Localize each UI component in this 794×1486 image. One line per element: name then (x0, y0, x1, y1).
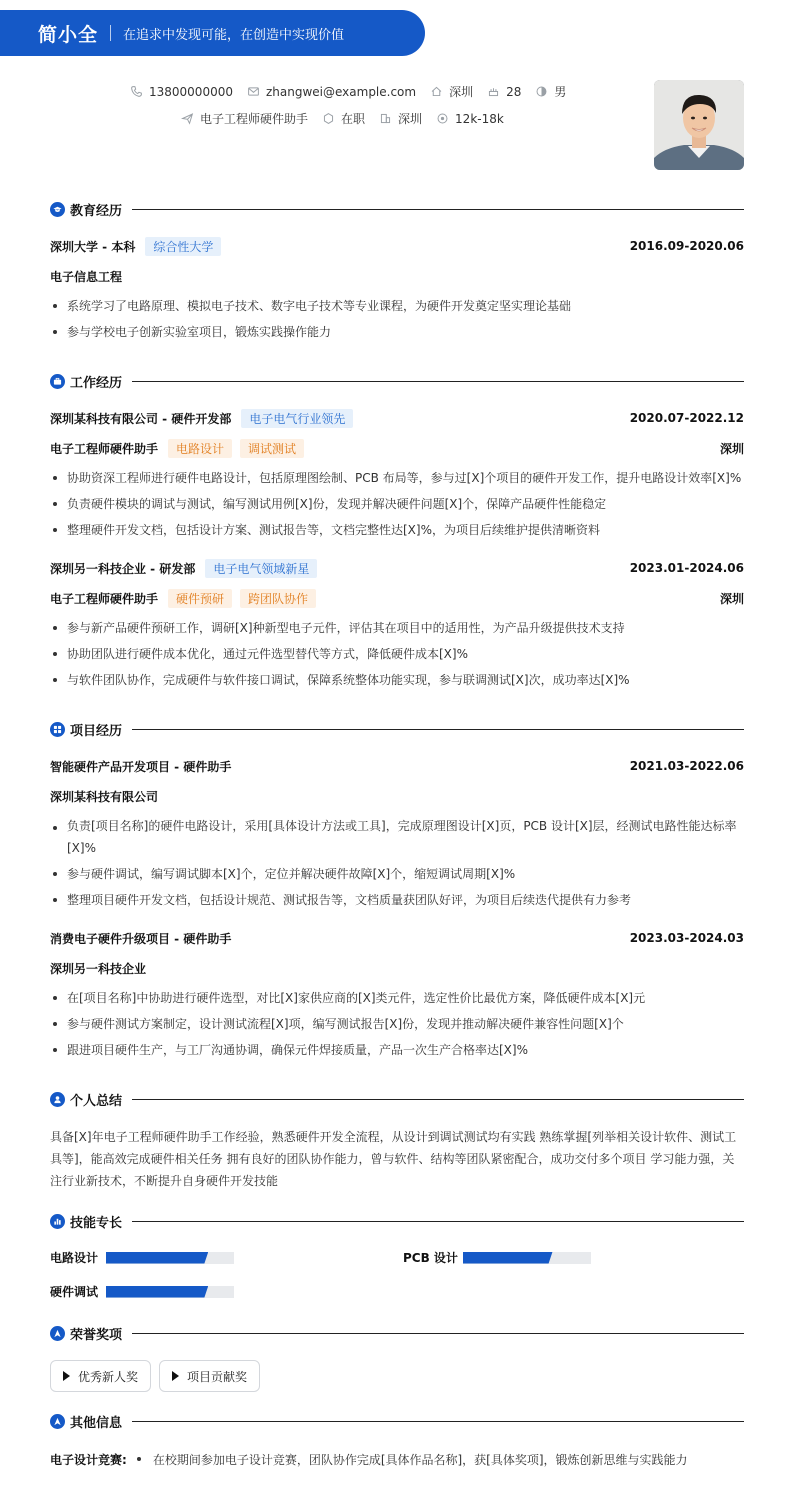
summary-text: 具备[X]年电子工程师硬件助手工作经验，熟悉硬件开发全流程，从设计到调试测试均有实践 熟练掌握[列举相关设计软件、测试工具等]，能高效完成硬件相关任务 拥有良好的团队协作能力，曾与软件、结构等团队紧密配合，成功交付多个项目 学习能力强，关注行业新技术，不断提升自身硬件开发技能 (50, 1130, 737, 1188)
play-icon (172, 1371, 179, 1381)
skill-item (50, 1283, 234, 1300)
list-item: 整理项目硬件开发文档，包括设计规范、测试报告等，文档质量获团队好评，为项目后续迭代提供有力参考 (50, 887, 744, 913)
section-divider (132, 381, 744, 382)
section-title: 荣誉奖项 (70, 1327, 123, 1343)
project-2-bullets (50, 985, 744, 1063)
section-title: 其他信息 (70, 1415, 123, 1431)
company-tag: 电子电气行业领先 (241, 409, 353, 428)
contact-location (430, 83, 473, 100)
mail-icon (247, 85, 260, 98)
job-target-text: 电子工程师硬件助手 (200, 112, 309, 126)
other-text: 在校期间参加电子设计竞赛，团队协作完成[具体作品名称]，获[具体奖项]，锻炼创新思维与实践能力 (152, 1452, 688, 1467)
work-city-text: 深圳 (398, 112, 423, 126)
job-role: 电子工程师硬件助手 (50, 591, 159, 606)
skill-bar (106, 1252, 234, 1264)
job-tag: 硬件预研 (168, 589, 232, 608)
award-name: 优秀新人奖 (78, 1369, 139, 1384)
award-chip (159, 1360, 260, 1392)
job-role: 电子工程师硬件助手 (50, 441, 159, 456)
profile-photo (654, 80, 744, 170)
coin-icon (436, 112, 449, 125)
cake-icon (487, 85, 500, 98)
section-title: 技能专长 (70, 1215, 123, 1231)
job-2-role-row (50, 589, 744, 607)
play-icon (63, 1371, 70, 1381)
bar-chart-icon (50, 1214, 65, 1229)
user-icon (50, 1092, 65, 1107)
skill-bar (106, 1286, 234, 1298)
list-item: 在[项目名称]中协助进行硬件选型，对比[X]家供应商的[X]类元件，选定性价比最优方案，降低硬件成本[X]元 (50, 985, 744, 1011)
list-item: 协助团队进行硬件成本优化，通过元件选型替代等方式，降低硬件成本[X]% (50, 641, 744, 667)
project-period: 2023.03-2024.03 (629, 931, 744, 945)
education-major-row (50, 267, 744, 285)
list-item: 跟进项目硬件生产，与工厂沟通协调，确保元件焊接质量，产品一次生产合格率达[X]% (50, 1037, 744, 1063)
header-banner (0, 10, 425, 56)
section-title: 教育经历 (70, 203, 123, 219)
project-org: 深圳某科技有限公司 (50, 789, 159, 804)
home-icon (430, 85, 443, 98)
candidate-slogan: 在追求中发现可能，在创造中实现价值 (123, 27, 345, 43)
job-tag: 调试测试 (240, 439, 304, 458)
job-city: 深圳 (719, 591, 744, 606)
skill-item (50, 1249, 234, 1266)
section-divider (132, 1221, 744, 1222)
section-divider (132, 1099, 744, 1100)
list-item: 参与新产品硬件预研工作，调研[X]种新型电子元件，评估其在项目中的适用性，为产品升级提供技术支持 (50, 615, 744, 641)
graduation-cap-icon (50, 202, 65, 217)
contact-row-1 (130, 83, 580, 100)
contact-row-2 (181, 110, 518, 127)
section-title: 工作经历 (70, 375, 123, 391)
list-item: 参与硬件测试方案制定，设计测试流程[X]项，编写测试报告[X]份，发现并推动解决硬件兼容性问题[X]个 (50, 1011, 744, 1037)
job-1-company-row (50, 409, 744, 427)
skill-name: PCB 设计 (403, 1251, 458, 1265)
list-item: 系统学习了电路原理、模拟电子技术、数字电子技术等专业课程，为硬件开发奠定坚实理论基础 (50, 293, 744, 319)
school-tag: 综合性大学 (145, 237, 221, 256)
school-name: 深圳大学 - 本科 (50, 239, 136, 254)
gender-text: 男 (554, 85, 567, 99)
bullet-dot (137, 1457, 141, 1461)
section-title: 个人总结 (70, 1093, 123, 1109)
section-divider (132, 729, 744, 730)
other-info-row (50, 1450, 688, 1468)
project-name: 智能硬件产品开发项目 - 硬件助手 (50, 759, 232, 774)
building-icon (379, 112, 392, 125)
section-projects-header (50, 720, 744, 738)
contact-age (487, 85, 521, 99)
education-bullets (50, 293, 744, 345)
project-org: 深圳另一科技企业 (50, 961, 147, 976)
section-awards-header (50, 1324, 744, 1342)
job-1-bullets (50, 465, 744, 543)
contact-work-city (379, 110, 422, 127)
project-2-row (50, 929, 744, 947)
skill-name: 电路设计 (50, 1251, 99, 1265)
candidate-name: 简小全 (38, 23, 99, 46)
award-icon (50, 1326, 65, 1341)
skill-item (403, 1249, 591, 1266)
contact-job-target (181, 110, 308, 127)
section-work-header (50, 372, 744, 390)
phone-icon (130, 85, 143, 98)
company-name: 深圳某科技有限公司 - 硬件开发部 (50, 411, 232, 426)
grid-icon (50, 722, 65, 737)
other-label: 电子设计竞赛: (50, 1452, 127, 1467)
section-other-header (50, 1412, 744, 1430)
list-item: 整理硬件开发文档，包括设计方案、测试报告等，文档完整性达[X]%，为项目后续维护提供清晰资料 (50, 517, 744, 543)
gender-icon (535, 85, 548, 98)
hexagon-icon (322, 112, 335, 125)
status-text: 在职 (341, 112, 366, 126)
contact-gender (535, 83, 566, 100)
company-name: 深圳另一科技企业 - 研发部 (50, 561, 196, 576)
project-period: 2021.03-2022.06 (629, 759, 744, 773)
send-icon (181, 112, 194, 125)
skill-name: 硬件调试 (50, 1285, 99, 1299)
contact-salary (436, 112, 504, 126)
job-tag: 跨团队协作 (240, 589, 316, 608)
section-divider (132, 1421, 744, 1422)
project-name: 消费电子硬件升级项目 - 硬件助手 (50, 931, 232, 946)
phone-number: 13800000000 (149, 84, 233, 99)
skill-bar-fill (106, 1252, 208, 1264)
section-education-header (50, 200, 744, 218)
briefcase-icon (50, 374, 65, 389)
project-1-bullets (50, 813, 744, 913)
job-city: 深圳 (719, 441, 744, 456)
contact-phone (130, 85, 233, 99)
contact-status (322, 110, 365, 127)
list-item: 负责硬件模块的调试与测试，编写测试用例[X]份，发现并解决硬件问题[X]个，保障产品硬件性能稳定 (50, 491, 744, 517)
education-school-row (50, 237, 744, 255)
section-divider (132, 209, 744, 210)
email-address: zhangwei@example.com (265, 84, 417, 99)
job-2-company-row (50, 559, 744, 577)
company-tag: 电子电气领域新星 (205, 559, 317, 578)
age-text: 28 (506, 84, 522, 99)
list-item: 负责[项目名称]的硬件电路设计，采用[具体设计方法或工具]，完成原理图设计[X]页，PCB 设计[X]层，经测试电路性能达标率[X]% (50, 815, 744, 859)
award-name: 项目贡献奖 (187, 1369, 248, 1384)
job-period: 2020.07-2022.12 (629, 411, 744, 425)
list-item: 协助资深工程师进行硬件电路设计，包括原理图绘制、PCB 布局等，参与过[X]个项目的硬件开发工作，提升电路设计效率[X]% (50, 465, 744, 491)
education-period: 2016.09-2020.06 (629, 239, 744, 253)
location-text: 深圳 (449, 85, 474, 99)
award-icon (50, 1414, 65, 1429)
job-period: 2023.01-2024.06 (629, 561, 744, 575)
project-2-org-row (50, 959, 744, 977)
salary-text: 12k-18k (455, 111, 504, 126)
header-divider (110, 25, 111, 41)
skill-bar (463, 1252, 591, 1264)
section-skills-header (50, 1212, 744, 1230)
award-chip (50, 1360, 151, 1392)
education-major: 电子信息工程 (50, 269, 123, 284)
section-divider (132, 1333, 744, 1334)
list-item: 参与学校电子创新实验室项目，锻炼实践操作能力 (50, 319, 744, 345)
job-2-bullets (50, 615, 744, 693)
section-title: 项目经历 (70, 723, 123, 739)
project-1-org-row (50, 787, 744, 805)
project-1-row (50, 757, 744, 775)
list-item: 与软件团队协作，完成硬件与软件接口调试，保障系统整体功能实现，参与联调测试[X]次，成功率达[X]% (50, 667, 744, 693)
list-item: 参与硬件调试，编写调试脚本[X]个，定位并解决硬件故障[X]个，缩短调试周期[X]% (50, 861, 744, 887)
job-tag: 电路设计 (168, 439, 232, 458)
section-summary-header (50, 1090, 744, 1108)
job-1-role-row (50, 439, 744, 457)
skill-bar-fill (463, 1252, 553, 1264)
contact-email (247, 85, 416, 99)
skill-bar-fill (106, 1286, 208, 1298)
